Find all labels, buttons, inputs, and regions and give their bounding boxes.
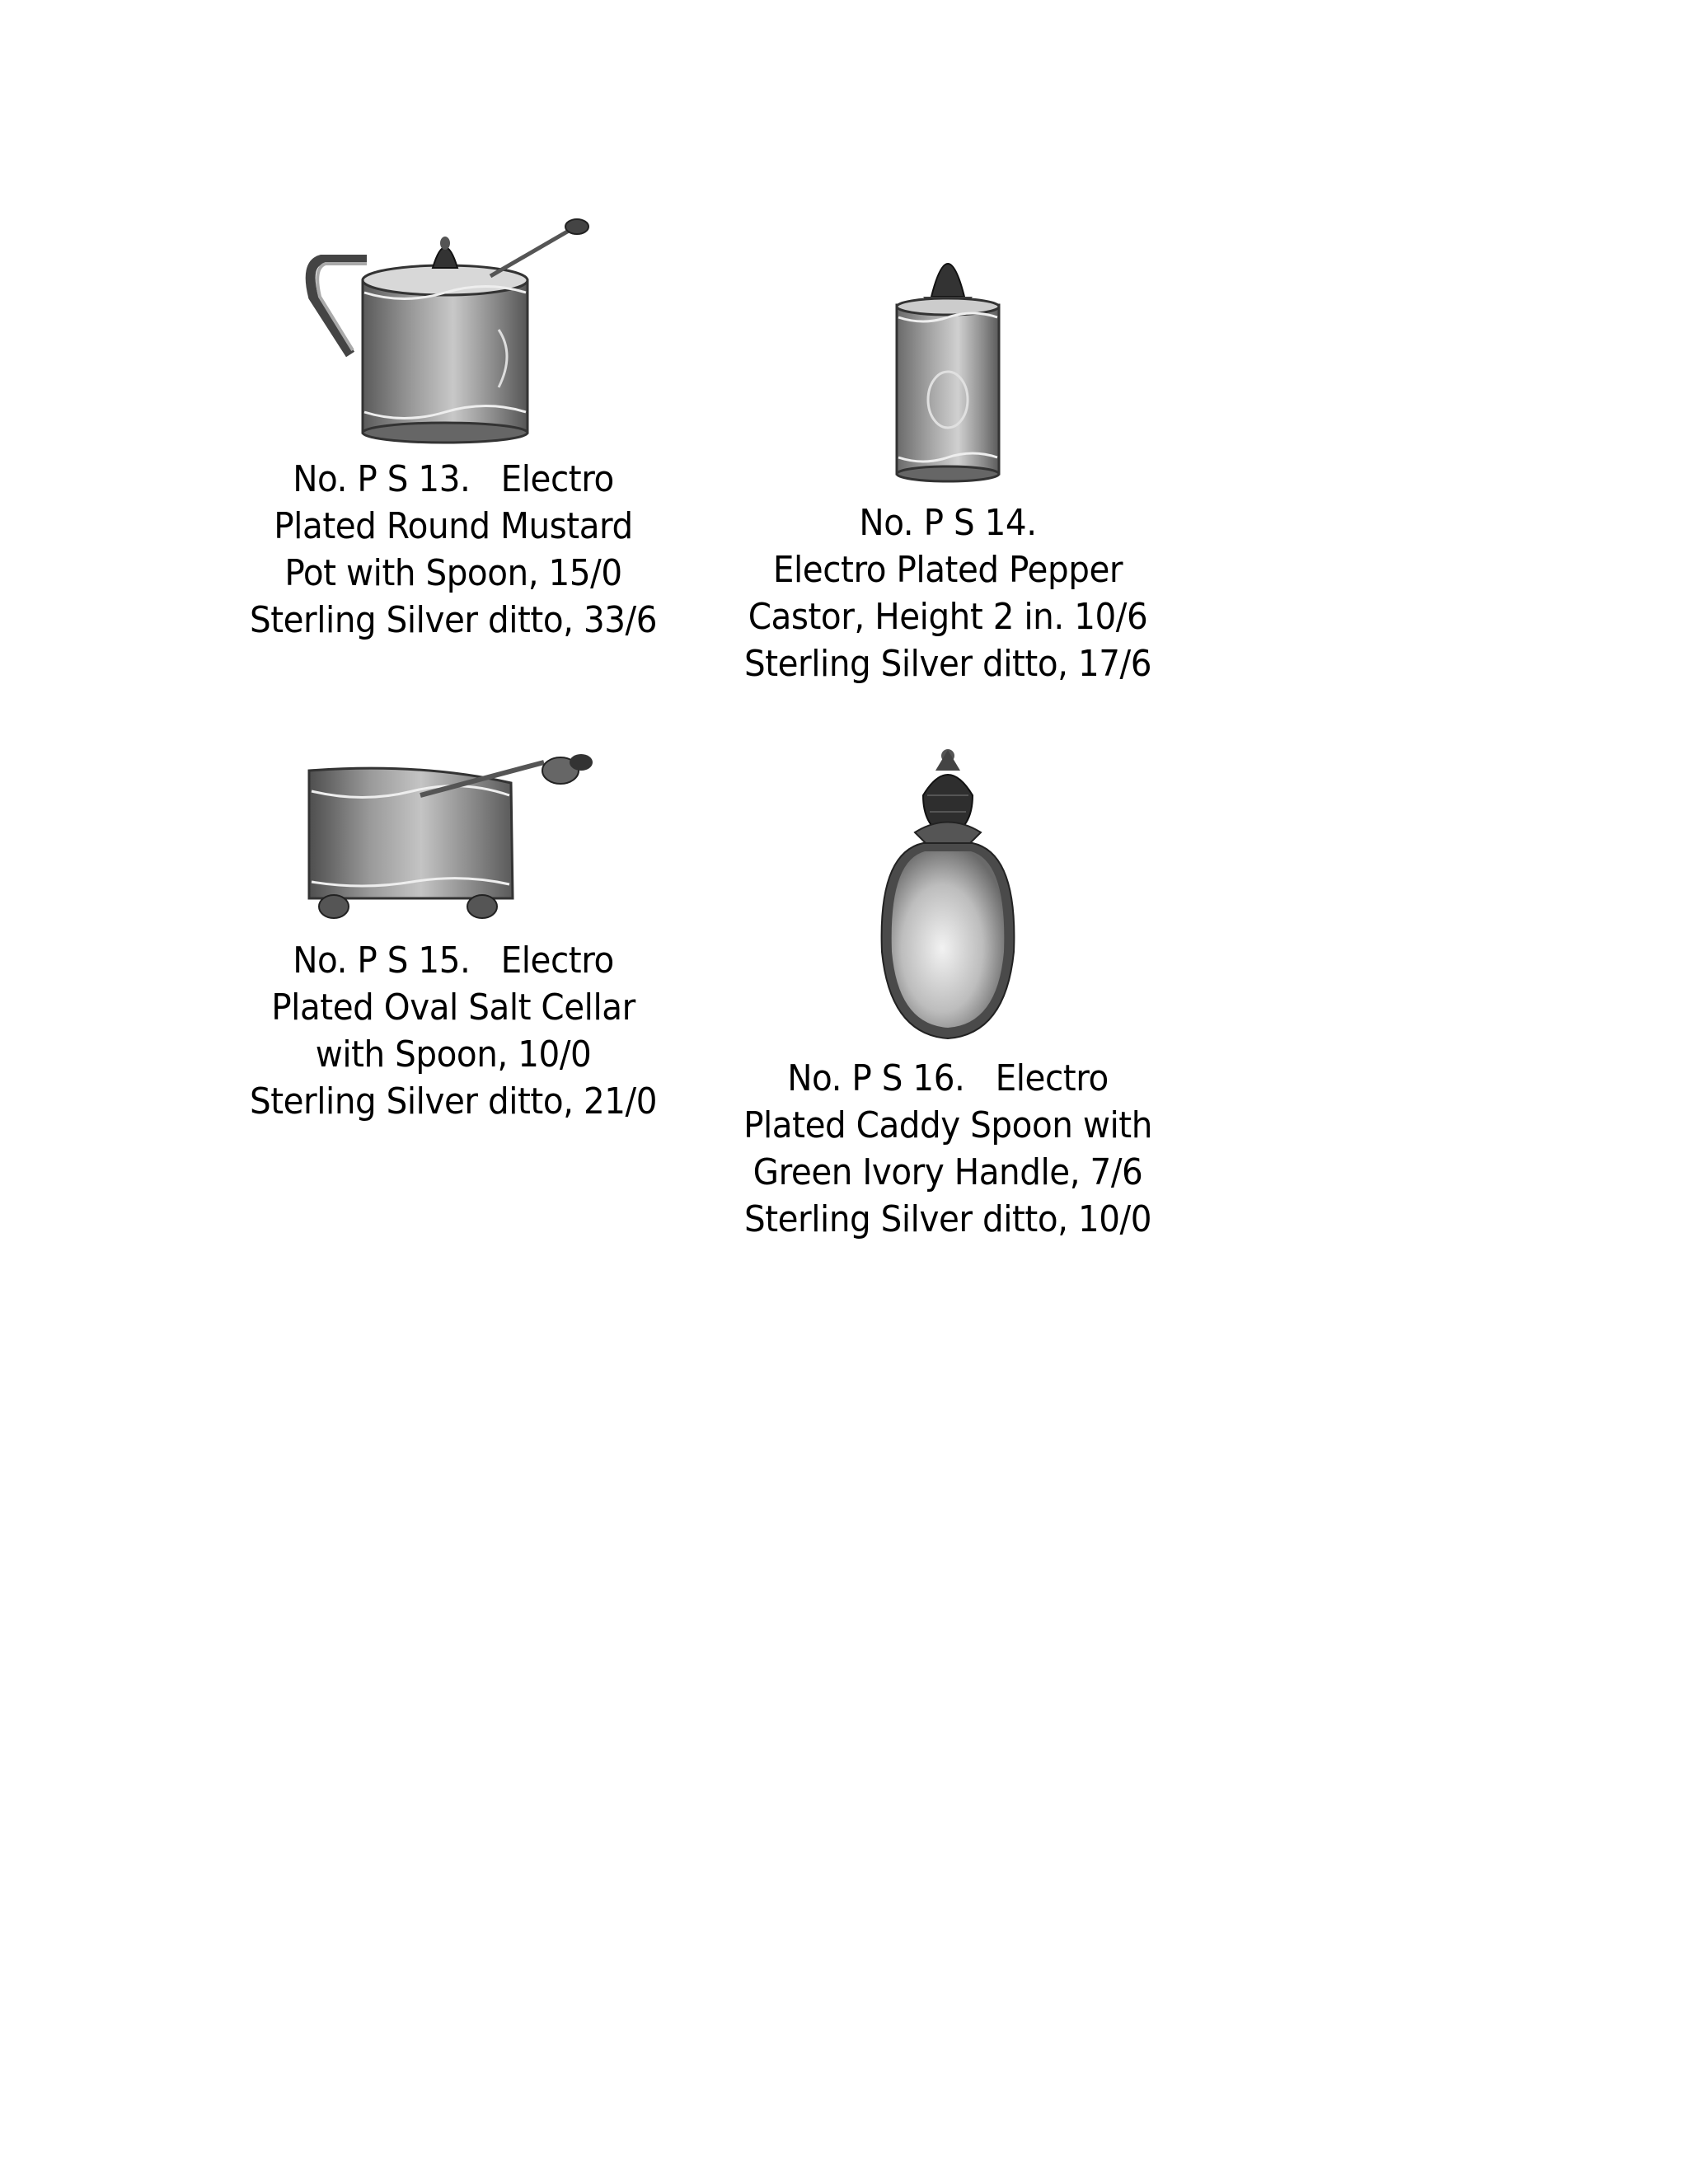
caption-line: Sterling Silver ditto, 10/0 [743,1198,1152,1240]
mustard-pot-illustration [297,214,610,445]
item-ps13-caption [241,456,665,644]
caption-line: No. P S 15. Electro [293,940,614,982]
caption-line: Plated Round Mustard [274,505,633,547]
item-ps14-caption [728,499,1168,687]
caption-line: Sterling Silver ditto, 21/0 [249,1080,658,1122]
caption-line: Sterling Silver ditto, 33/6 [249,599,658,641]
mustard-pot-icon [297,214,610,445]
caddy-spoon-illustration [865,746,1030,1051]
caption-line: with Spoon, 10/0 [315,1033,592,1076]
caption-line: Sterling Silver ditto, 17/6 [743,643,1152,685]
caption-line: Green Ivory Handle, 7/6 [753,1151,1143,1193]
caption-line: No. P S 16. Electro [787,1057,1109,1099]
item-ps15-caption [241,937,665,1125]
caption-line: Plated Caddy Spoon with [743,1104,1152,1146]
caption-line: No. P S 13. Electro [293,458,614,500]
caption-line: Electro Plated Pepper [772,549,1123,591]
caption-line: Plated Oval Salt Cellar [271,987,635,1029]
caption-line: Castor, Height 2 in. 10/6 [748,596,1148,638]
caption-line: Pot with Spoon, 15/0 [284,552,622,594]
pepper-castor-icon [874,231,1022,486]
salt-cellar-illustration [297,746,610,923]
caption-line: No. P S 14. [859,502,1037,544]
item-ps16-caption [728,1055,1168,1243]
salt-cellar-icon [297,746,610,923]
pepper-castor-illustration [874,231,1022,486]
caddy-spoon-icon [865,746,1030,1051]
